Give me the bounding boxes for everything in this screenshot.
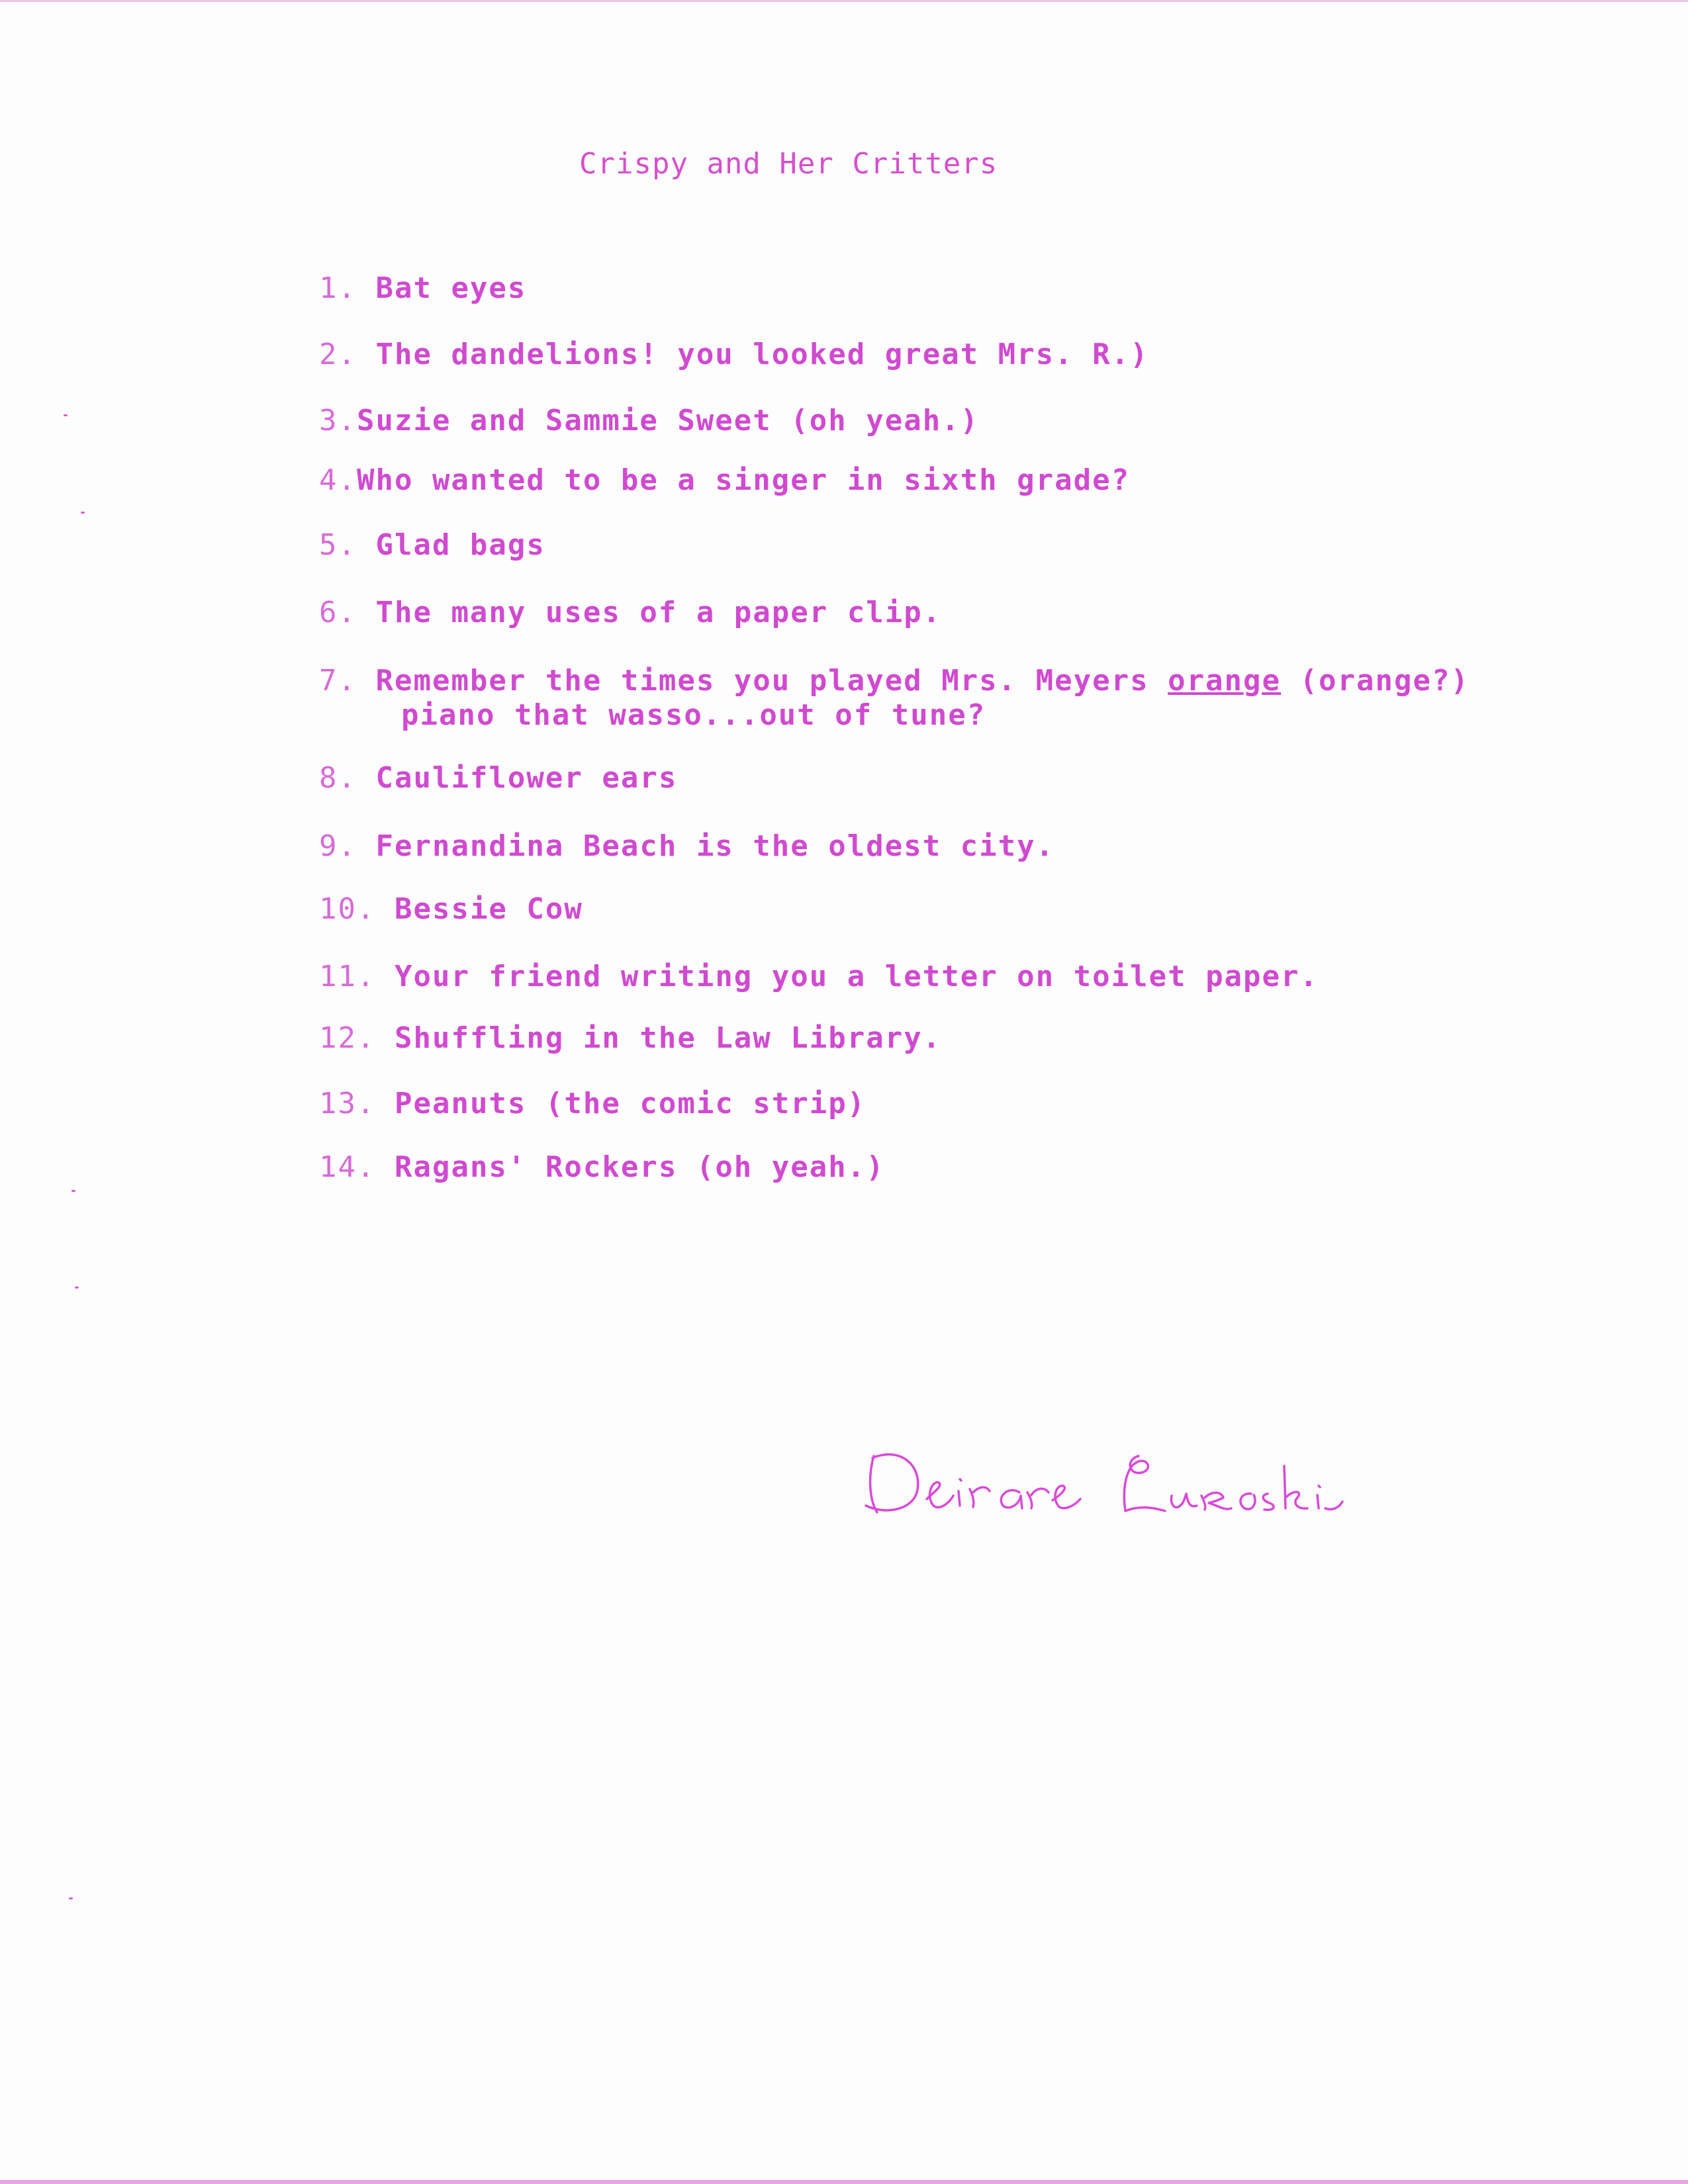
item-number: 6. bbox=[319, 596, 357, 629]
item-number: 9. bbox=[319, 829, 357, 863]
item-text-after: (orange?) bbox=[1281, 664, 1470, 698]
item-number: 10. bbox=[319, 892, 376, 926]
ink-speck bbox=[75, 1287, 79, 1289]
item-text: Bessie Cow bbox=[394, 892, 583, 926]
item-text: The many uses of a paper clip. bbox=[375, 596, 942, 629]
list-item bbox=[319, 960, 1319, 994]
item-number: 11. bbox=[319, 960, 376, 993]
list-item bbox=[319, 1150, 885, 1185]
document-title: Crispy and Her Critters bbox=[579, 147, 998, 181]
list-item bbox=[319, 829, 1055, 864]
item-number: 7. bbox=[319, 664, 357, 698]
list-item bbox=[319, 338, 1149, 372]
ink-speck bbox=[81, 512, 85, 514]
item-text: Bat eyes bbox=[375, 271, 527, 305]
item-text: The dandelions! you looked great Mrs. R.) bbox=[375, 338, 1149, 371]
ink-speck bbox=[69, 1897, 73, 1899]
list-item bbox=[319, 404, 979, 438]
list-item bbox=[319, 761, 677, 796]
handwritten-signature bbox=[861, 1439, 1456, 1525]
item-text: Fernandina Beach is the oldest city. bbox=[375, 829, 1055, 863]
item-number: 8. bbox=[319, 761, 357, 795]
list-item bbox=[319, 596, 941, 630]
item-number: 13. bbox=[319, 1087, 376, 1120]
list-item bbox=[319, 1087, 866, 1121]
item-text: Who wanted to be a singer in sixth grade? bbox=[356, 463, 1131, 497]
item-text: Peanuts (the comic strip) bbox=[394, 1087, 867, 1120]
item-text: Glad bags bbox=[375, 528, 545, 562]
ink-speck bbox=[64, 414, 68, 416]
item-text: Ragans' Rockers (oh yeah.) bbox=[394, 1150, 885, 1184]
item-text: Remember the times you played Mrs. Meyers bbox=[375, 664, 1168, 698]
item-text: Suzie and Sammie Sweet (oh yeah.) bbox=[356, 404, 980, 437]
ink-speck bbox=[71, 1190, 75, 1192]
item-number: 3. bbox=[319, 404, 357, 437]
page-edge-bottom bbox=[0, 2180, 1688, 2184]
item-number: 2. bbox=[319, 338, 357, 371]
item-number: 12. bbox=[319, 1021, 376, 1055]
item-text: Cauliflower ears bbox=[375, 761, 678, 795]
list-item bbox=[319, 664, 1470, 698]
list-item bbox=[319, 892, 583, 927]
item-number: 4. bbox=[319, 463, 357, 497]
item-number: 1. bbox=[319, 271, 357, 305]
list-item bbox=[319, 463, 1130, 498]
page-edge-top bbox=[0, 0, 1688, 2]
list-item bbox=[319, 271, 526, 306]
list-item bbox=[319, 1021, 941, 1056]
item-number: 5. bbox=[319, 528, 357, 562]
item-text: Shuffling in the Law Library. bbox=[394, 1021, 942, 1055]
list-item bbox=[319, 528, 545, 563]
item-underlined-word: orange bbox=[1168, 664, 1282, 698]
item-text-line2: piano that wasso...out of tune? bbox=[401, 698, 986, 732]
item-text: Your friend writing you a letter on toilet paper. bbox=[394, 960, 1319, 993]
item-number: 14. bbox=[319, 1150, 376, 1184]
list-item-continuation bbox=[401, 698, 986, 733]
